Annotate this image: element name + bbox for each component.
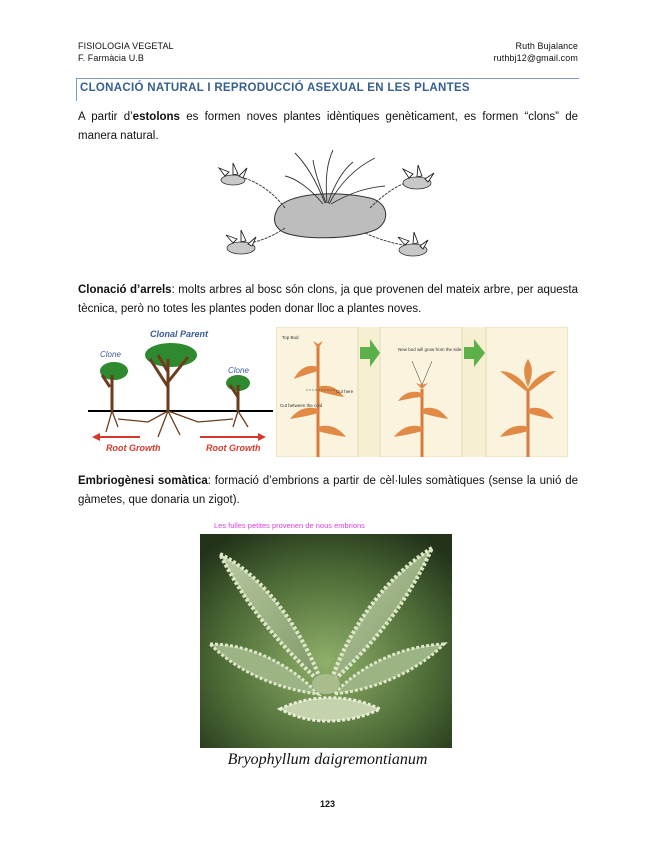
para2-bold: Clonació d’arrels	[78, 284, 172, 296]
page-number: 123	[319, 799, 336, 809]
paragraph-somatic-embryogenesis	[78, 472, 578, 510]
label-clonal-parent: Clonal Parent	[150, 329, 209, 339]
label-clone-right: Clone	[228, 366, 249, 375]
root-clone-diagram	[88, 327, 273, 457]
label-root-growth-right: Root Growth	[206, 443, 261, 453]
label-new-bud: New bud will grow from the side	[398, 347, 462, 352]
label-clone-left: Clone	[100, 350, 121, 359]
header-author: Ruth Bujalance	[515, 41, 578, 51]
para1-bold: estolons	[132, 111, 180, 123]
para1-post: es formen noves plantes idèntiques genèticament, es formen “clons” de manera natural.	[78, 111, 578, 142]
paragraph-stolons	[78, 108, 578, 146]
cutting-sequence-diagram	[276, 327, 568, 457]
bryophyllum-photo	[200, 534, 452, 748]
label-cut-between: Cut between the cold	[280, 403, 323, 408]
pink-caption: Les fulles petites provenen de nous embrions	[214, 521, 365, 530]
header-left	[78, 40, 174, 64]
header-right	[494, 40, 578, 64]
label-top-bud: Top Bud	[282, 335, 299, 340]
header-email: ruthbj12@gmail.com	[493, 53, 578, 63]
para3-post: : formació d’embrions a partir de cèl·lules somàtiques (sense la unió de gàmetes, que donaria un zigot).	[78, 475, 578, 506]
para2-post: : molts arbres al bosc són clons, ja que provenen del mateix arbre, per aquesta tècnica, però no totes les plantes poden donar lloc a plantes noves.	[78, 284, 578, 315]
species-caption: Bryophyllum daigremontianum	[227, 751, 428, 768]
label-root-growth-left: Root Growth	[106, 443, 161, 453]
stolon-illustration	[215, 148, 440, 270]
section-title: CLONACIÓ NATURAL I REPRODUCCIÓ ASEXUAL EN LES PLANTES	[80, 82, 470, 94]
para1-pre: A partir d’	[78, 111, 133, 123]
para3-bold: Embriogènesi somàtica	[78, 475, 208, 487]
header-course: FISIOLOGIA VEGETAL	[78, 41, 174, 51]
header-faculty: F. Farmàcia U.B	[78, 53, 145, 63]
paragraph-root-cloning	[78, 281, 578, 319]
label-cut-here: Cut here	[336, 389, 354, 394]
